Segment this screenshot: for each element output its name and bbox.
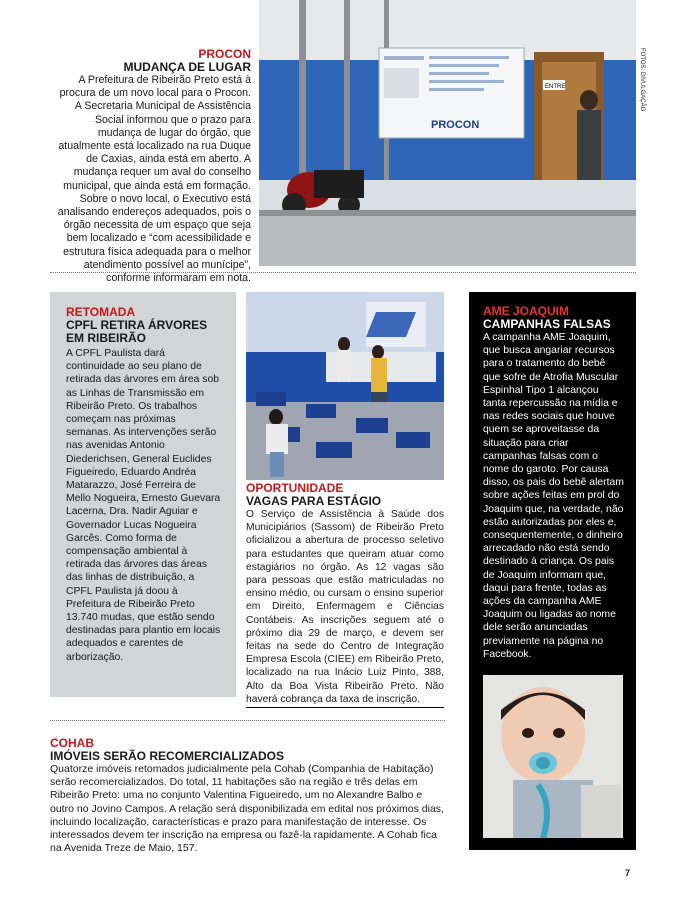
retomada-body: A CPFL Paulista dará continuidade ao seu plano de retirada das árvores em área sob as Linhas de Transmissão em Ribeirão Preto. Os trabalhos começam nas próximas semanas. As intervenções serão nas avenidas Antonio Diederichsen, General Euclides Figueiredo, Eduardo Andréa Matarazzo, José Ferreira de Mello Nogueira, Ernesto Guevara Lacerna, Dra. Nadir Aguiar e Governador Lucas Nogueira Garcês. Como forma de compensação ambiental à retirada das árvores das áreas das linhas de distribuição, a CPFL Paulista já doou à Prefeitura de Ribeirão Preto 13.740 mudas, que estão sendo destinadas para plantio em locais adequados e carentes de arborização. [66, 348, 221, 663]
procon-kicker: PROCON [198, 47, 251, 61]
cohab-article [50, 736, 445, 855]
retomada-headline: CPFL RETIRA ÁRVORES EM RIBEIRÃO [66, 318, 208, 345]
procon-building-illustration [259, 0, 636, 266]
section-divider [50, 272, 636, 273]
ame-headline: CAMPANHAS FALSAS [483, 317, 611, 331]
photo-credit: FOTOS: DIVULGAÇÃO [639, 48, 645, 112]
oportunidade-photo [246, 292, 444, 480]
procon-sign-text: PROCON [431, 119, 480, 131]
ame-body: A campanha AME Joaquim, que busca angariar recursos para o tratamento do bebê que sofre de Atrofia Muscular Espinhal Tipo 1 alcançou tanta repercussão na mídia e nas redes sociais que houve quem se aproveitasse da situação para criar campanhas falsas com o nome do garoto. Por causa disso, os pais do bebê alertam sobre ações feitas em prol do Joaquim que, na verdade, não estão autorizadas por eles e, consequentemente, o dinheiro arrecadado não está sendo destinado à criança. Os pais de Joaquim informam que, daqui para frente, todas as ações da campanha AME Joaquim ou ligadas ao nome dele serão anunciadas previamente na página no Facebook. [483, 332, 624, 660]
baby-photo [483, 675, 623, 838]
procon-photo [259, 0, 636, 266]
oportunidade-divider [246, 707, 444, 708]
door-sign-text: ENTRE [545, 84, 566, 90]
retomada-box [50, 292, 236, 697]
office-illustration [246, 292, 444, 480]
ame-kicker: AME JOAQUIM [483, 304, 570, 318]
procon-article [52, 47, 251, 285]
oportunidade-headline: VAGAS PARA ESTÁGIO [246, 494, 382, 508]
cohab-kicker: COHAB [50, 736, 94, 750]
baby-illustration [483, 675, 623, 838]
cohab-body: Quatorze imóveis retomados judicialmente pela Cohab (Companhia de Habitação) serão recomercializados. Do total, 11 habitações são na região e três delas em Ribeirão Preto: uma no conjunto Valentina Figueiredo, um no Alexandre Balbo e outro no Jovino Campos. A relação será disponibilizada em edital nos próximos dias, incluindo localização, características e prazo para manifestação de interesse. Os interessados devem ter inscrição na empresa ou fazê-la rapidamente. A Cohab fica na Avenida Treze de Maio, 157. [50, 763, 444, 855]
oportunidade-kicker: OPORTUNIDADE [246, 481, 344, 495]
oportunidade-article [246, 481, 444, 706]
procon-headline: MUDANÇA DE LUGAR [123, 60, 251, 74]
procon-body: A Prefeitura de Ribeirão Preto está à procura de um novo local para o Procon. A Secretaria Municipal de Assistência Social informou que o prazo para mudança de lugar do órgão, que atualmente está localizado na rua Duque de Caxias, ainda está em aberto. A mudança requer um aval do conselho municipal, que ainda está em formação. Sobre o novo local, o Executivo está analisando endereços adequados, pois o órgão necessita de um espaço que seja bem localizado e “com acessibilidade e estrutura física adequada para o melhor atendimento possível ao munícipe”, conforme informaram em nota. [57, 74, 251, 285]
cohab-headline: IMÓVEIS SERÃO RECOMERCIALIZADOS [50, 749, 285, 763]
cohab-divider [50, 720, 445, 721]
retomada-kicker: RETOMADA [66, 305, 136, 319]
page-number: 7 [625, 868, 631, 878]
oportunidade-body: O Serviço de Assistência à Saúde dos Municipiários (Sassom) de Ribeirão Preto oficializou a abertura de processo seletivo para estudantes que queiram atuar como estagiários no órgão. As 12 vagas são para pessoas que estão matriculadas no ensino médio, ou cursam o ensino superior em Direito, Enfermagem e Ciências Contábeis. As inscrições seguem até o próximo dia 29 de março, e devem ser feitas na sede do Centro de Integração Empresa Escola (CIEE) em Ribeirão Preto, localizado na rua Inácio Luiz Pinto, 388, Alto da Boa Vista Ribeirão Preto. Não haverá cobrança da taxa de inscrição. [246, 509, 444, 705]
